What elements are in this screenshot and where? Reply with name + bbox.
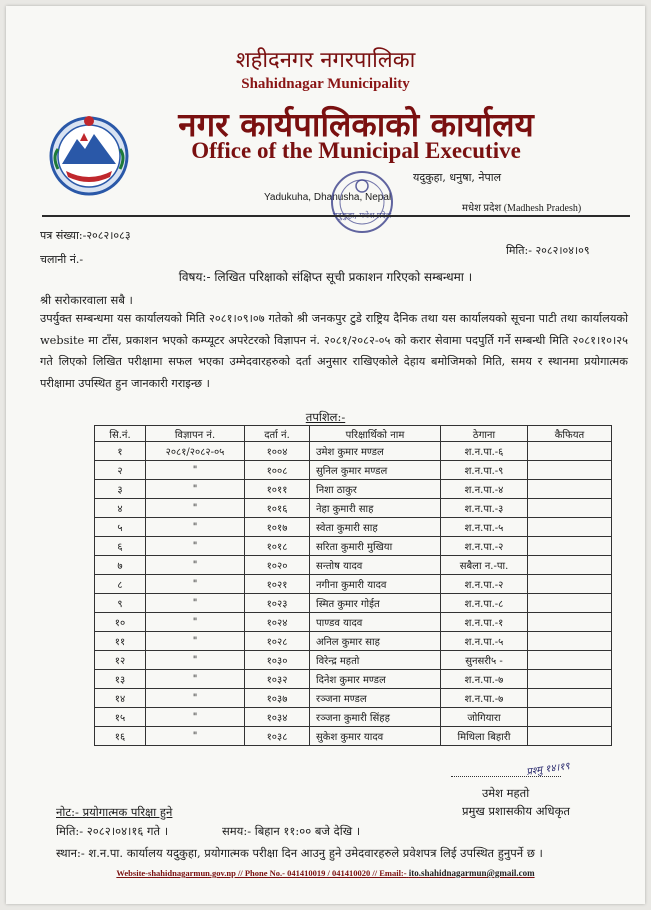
cell-candidate-name: दिनेश कुमार मण्डल [310, 670, 441, 689]
table-row [95, 689, 612, 708]
signatory-name: उमेश महतो [482, 786, 530, 800]
table-row [95, 708, 612, 727]
cell-vacancy-no: " [146, 632, 245, 651]
cell-reg-no: १०१८ [245, 537, 310, 556]
cell-candidate-name: स्वेता कुमारी साह [310, 518, 441, 537]
cell-candidate-name: पाण्डव यादव [310, 613, 441, 632]
cell-reg-no: १०३० [245, 651, 310, 670]
cell-reg-no: १०३२ [245, 670, 310, 689]
cell-serial: १५ [95, 708, 146, 727]
col-serial: सि.नं. [95, 426, 146, 442]
cell-candidate-name: उमेश कुमार मण्डल [310, 442, 441, 461]
cell-remarks [528, 632, 612, 651]
candidate-table [94, 425, 612, 746]
cell-vacancy-no: " [146, 670, 245, 689]
table-row [95, 651, 612, 670]
province-label: मधेश प्रदेश (Madhesh Pradesh) [462, 203, 582, 214]
cell-address: सबैला न.-पा. [441, 556, 528, 575]
table-row [95, 556, 612, 575]
nepal-emblem-logo [44, 109, 134, 199]
letter-number: पत्र संख्या:-२०८२।०८३ [40, 229, 131, 242]
table-row [95, 727, 612, 746]
cell-address: श.न.पा.-९ [441, 461, 528, 480]
cell-reg-no: १०३८ [245, 727, 310, 746]
cell-reg-no: १०२० [245, 556, 310, 575]
cell-vacancy-no: " [146, 689, 245, 708]
signature: प्रश्मु १४।१९ [525, 760, 571, 778]
cell-reg-no: १०२१ [245, 575, 310, 594]
table-row [95, 518, 612, 537]
cell-vacancy-no: " [146, 537, 245, 556]
cell-remarks [528, 708, 612, 727]
cell-candidate-name: सुकेश कुमार यादव [310, 727, 441, 746]
cell-address: सुनसरी५ - [441, 651, 528, 670]
letter-subject: विषय:- लिखित परिक्षाको संक्षिप्त सूची प्रकाशन गरिएको सम्बन्धमा । [178, 270, 473, 284]
cell-candidate-name: विरेन्द्र महतो [310, 651, 441, 670]
letter-page [6, 6, 645, 904]
cell-serial: ५ [95, 518, 146, 537]
footer-contacts [6, 868, 645, 878]
letter-body: उपर्युक्त सम्बन्धमा यस कार्यालयको मिति २०८१।०९।०७ गतेको श्री जनकपुर टुडे राष्ट्रिय दैनिक तथा यस कार्यालयको सूचना पाटी तथा कार्यालयको website मा टाँस, प्रकाशन भएको कम्प्यूटर अपरेटरको विज्ञापन नं. २०८१/२०८२-०५ को करार सेवामा पदपुर्ति गर्ने सम्बन्धी मिति २०८१।१०।२५ गते लिएको लिखित परीक्षामा सफल भएका उम्मेदवारहरुको दर्ता अनुसार राखिएकोले देहाय बमोजिमको मिति, समय र स्थानमा प्रयोगात्मक परीक्षामा उपस्थित हुन जानकारी गराइन्छ । [40, 312, 628, 390]
cell-remarks [528, 518, 612, 537]
cell-address: श.न.पा.-५ [441, 632, 528, 651]
cell-serial: ९ [95, 594, 146, 613]
cell-serial: १२ [95, 651, 146, 670]
cell-reg-no: १००४ [245, 442, 310, 461]
cell-address: जोगियारा [441, 708, 528, 727]
cell-serial: २ [95, 461, 146, 480]
table-caption: तपशिल:- [305, 410, 346, 424]
cell-remarks [528, 556, 612, 575]
municipality-name-en: Shahidnagar Municipality [241, 76, 410, 92]
cell-serial: ३ [95, 480, 146, 499]
cell-reg-no: १००८ [245, 461, 310, 480]
footer-email-link[interactable]: ito.shahidnagarmun@gmail.com [408, 868, 535, 878]
cell-reg-no: १०३४ [245, 708, 310, 727]
cell-remarks [528, 499, 612, 518]
cell-serial: १३ [95, 670, 146, 689]
cell-vacancy-no: " [146, 727, 245, 746]
cell-address: श.न.पा.-५ [441, 518, 528, 537]
cell-vacancy-no: " [146, 518, 245, 537]
note-place: स्थान:- श.न.पा. कार्यालय यदुकुहा, प्रयोगात्मक परीक्षा दिन आउनु हुने उमेदवारहरुले प्रवेशपत्र लिई उपस्थित हुनुपर्ने छ । [56, 846, 543, 860]
table-row [95, 442, 612, 461]
cell-reg-no: १०११ [245, 480, 310, 499]
header-divider [42, 215, 630, 217]
cell-address: श.न.पा.-२ [441, 575, 528, 594]
cell-reg-no: १०१६ [245, 499, 310, 518]
cell-reg-no: १०१७ [245, 518, 310, 537]
table-row [95, 632, 612, 651]
table-row [95, 480, 612, 499]
col-vacancy-no: विज्ञापन नं. [146, 426, 245, 442]
cell-serial: १० [95, 613, 146, 632]
cell-vacancy-no: " [146, 556, 245, 575]
cell-vacancy-no: " [146, 594, 245, 613]
dispatch-number: चलानी नं.- [40, 253, 84, 266]
cell-vacancy-no: " [146, 480, 245, 499]
cell-remarks [528, 689, 612, 708]
cell-remarks [528, 442, 612, 461]
cell-vacancy-no: २०८१/२०८२-०५ [146, 442, 245, 461]
cell-vacancy-no: " [146, 651, 245, 670]
cell-remarks [528, 727, 612, 746]
cell-remarks [528, 537, 612, 556]
address-np: यदुकुहा, धनुषा, नेपाल [413, 171, 502, 184]
note-time: समय:- बिहान ११:०० बजे देखि । [222, 824, 361, 838]
table-row [95, 461, 612, 480]
table-row [95, 613, 612, 632]
cell-candidate-name: रञ्जना मण्डल [310, 689, 441, 708]
table-row [95, 594, 612, 613]
office-name-en: Office of the Municipal Executive [191, 138, 521, 163]
table-row [95, 499, 612, 518]
municipality-name-np: शहीदनगर नगरपालिका [235, 48, 416, 73]
cell-address: श.न.पा.-६ [441, 442, 528, 461]
cell-remarks [528, 670, 612, 689]
cell-address: श.न.पा.-३ [441, 499, 528, 518]
letter-date: मिति:- २०८२।०४।०९ [506, 244, 590, 257]
cell-candidate-name: रञ्जना कुमारी सिंहह [310, 708, 441, 727]
cell-serial: १६ [95, 727, 146, 746]
table-body [95, 442, 612, 746]
cell-candidate-name: नेहा कुमारी साह [310, 499, 441, 518]
col-candidate-name: परिक्षार्थिको नाम [310, 426, 441, 442]
cell-candidate-name: सरिता कुमारी मुखिया [310, 537, 441, 556]
cell-remarks [528, 461, 612, 480]
footer-contact-text: Website-shahidnagarmun.gov.np // Phone No.- 041410019 / 041410020 // Email:- [116, 868, 407, 878]
col-remarks: कैफियत [528, 426, 612, 442]
cell-vacancy-no: " [146, 708, 245, 727]
table-row [95, 575, 612, 594]
cell-vacancy-no: " [146, 575, 245, 594]
cell-vacancy-no: " [146, 499, 245, 518]
cell-remarks [528, 575, 612, 594]
cell-address: श.न.पा.-२ [441, 537, 528, 556]
cell-serial: ४ [95, 499, 146, 518]
cell-serial: १४ [95, 689, 146, 708]
cell-address: श.न.पा.-१ [441, 613, 528, 632]
table-header-row [95, 426, 612, 442]
cell-remarks [528, 594, 612, 613]
office-stamp [328, 168, 396, 236]
cell-reg-no: १०२३ [245, 594, 310, 613]
cell-remarks [528, 651, 612, 670]
cell-candidate-name: स्मित कुमार गोईत [310, 594, 441, 613]
office-name-np: नगर कार्यपालिकाको कार्यालय [178, 105, 534, 144]
cell-candidate-name: निशा ठाकुर [310, 480, 441, 499]
address-en: Yadukuha, Dhanusha, Nepal [264, 192, 392, 203]
cell-reg-no: १०२४ [245, 613, 310, 632]
cell-candidate-name: सुनिल कुमार मण्डल [310, 461, 441, 480]
note-heading: नोट:- प्रयोगात्मक परिक्षा हुने [56, 805, 173, 819]
cell-candidate-name: नगीना कुमारी यादव [310, 575, 441, 594]
cell-serial: १ [95, 442, 146, 461]
cell-address: श.न.पा.-८ [441, 594, 528, 613]
cell-remarks [528, 480, 612, 499]
signature-line [451, 776, 561, 777]
cell-serial: ७ [95, 556, 146, 575]
salutation: श्री सरोकारवाला सबै । [40, 293, 133, 307]
cell-vacancy-no: " [146, 613, 245, 632]
table-row [95, 537, 612, 556]
cell-address: श.न.पा.-४ [441, 480, 528, 499]
cell-address: मिथिला बिहारी [441, 727, 528, 746]
cell-candidate-name: सन्तोष यादव [310, 556, 441, 575]
cell-reg-no: १०२८ [245, 632, 310, 651]
cell-remarks [528, 613, 612, 632]
signatory-title: प्रमुख प्रशासकीय अधिकृत [462, 804, 570, 818]
cell-serial: ८ [95, 575, 146, 594]
cell-address: श.न.पा.-७ [441, 689, 528, 708]
cell-address: श.न.पा.-७ [441, 670, 528, 689]
cell-serial: ११ [95, 632, 146, 651]
col-address: ठेगाना [441, 426, 528, 442]
note-date: मिति:- २०८२।०४।१६ गते । [56, 824, 169, 838]
col-reg-no: दर्ता नं. [245, 426, 310, 442]
table-row [95, 670, 612, 689]
cell-serial: ६ [95, 537, 146, 556]
cell-reg-no: १०३७ [245, 689, 310, 708]
cell-vacancy-no: " [146, 461, 245, 480]
cell-candidate-name: अनिल कुमार साह [310, 632, 441, 651]
